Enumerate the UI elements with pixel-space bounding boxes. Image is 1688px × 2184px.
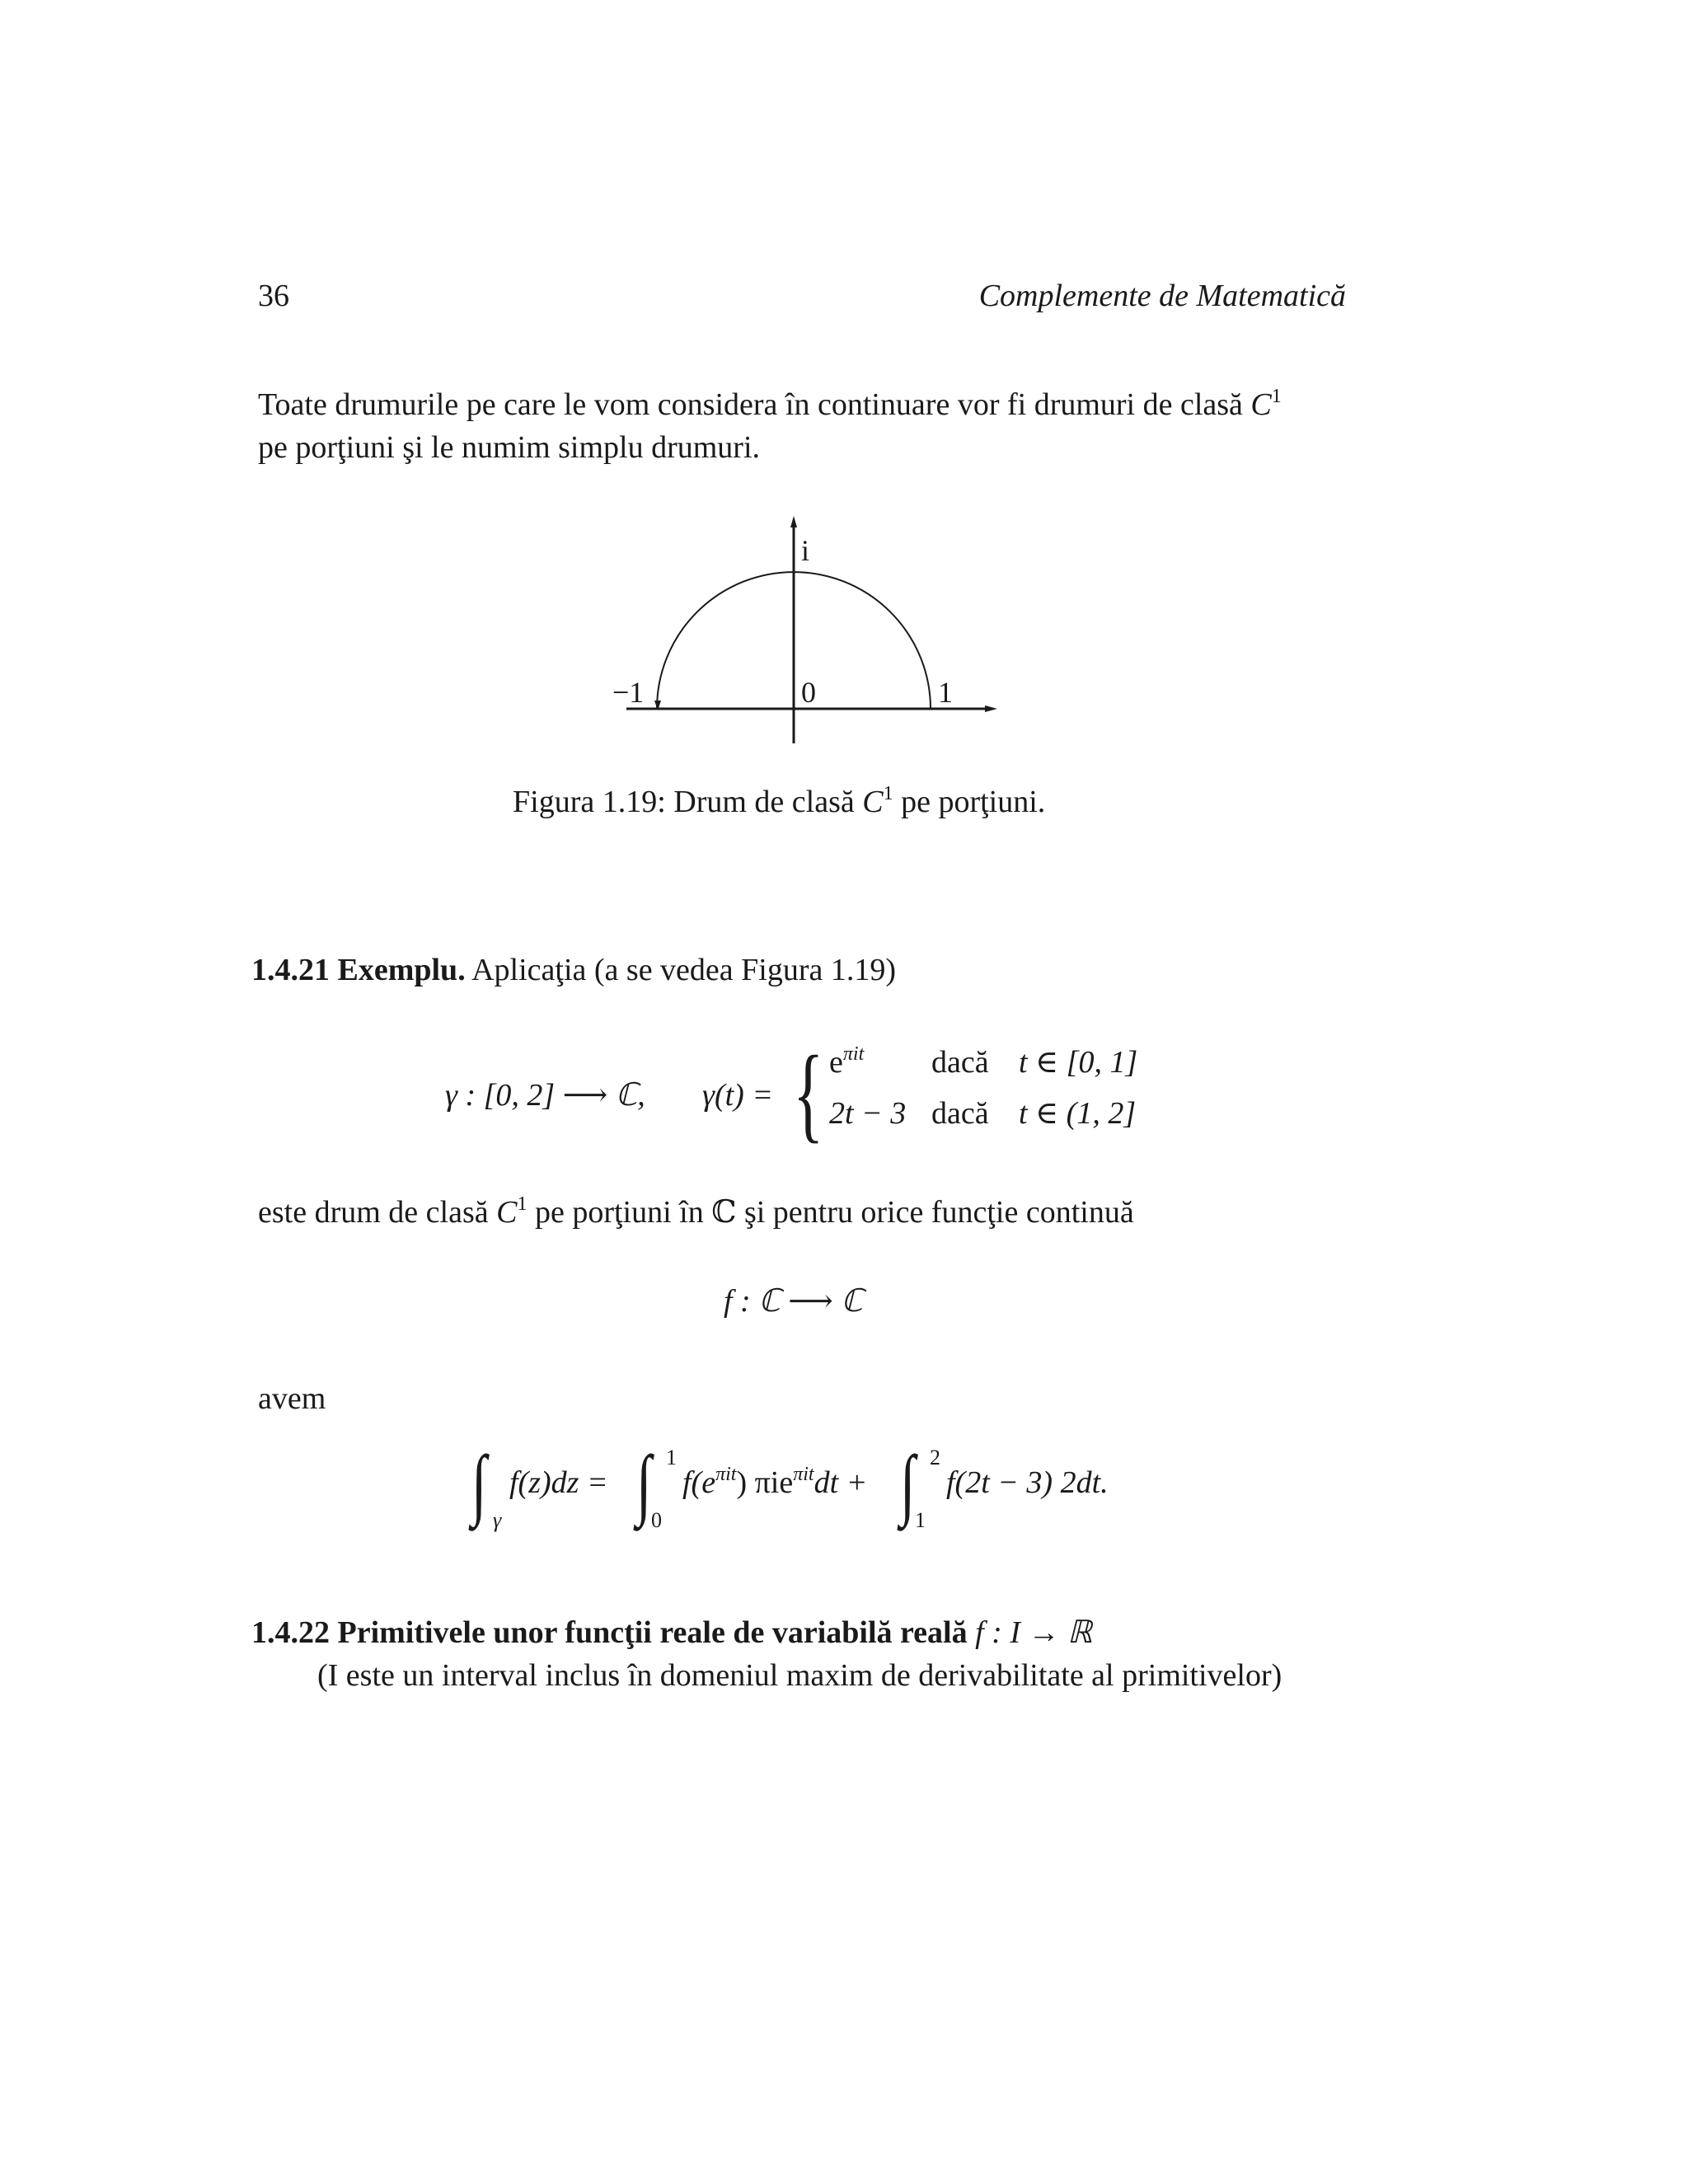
integral-1-lower: 0	[651, 1508, 662, 1532]
intro-line-2: pe porţiuni şi le numim simplu drumuri.	[258, 430, 761, 465]
int1-body-end: dt +	[814, 1465, 868, 1500]
label-origin: 0	[801, 676, 816, 709]
after-prefix: este drum de clasă	[258, 1195, 489, 1230]
caption-class-sup: 1	[883, 783, 893, 804]
example-text-after	[258, 1192, 1134, 1233]
section-map: f : I → ℝ	[975, 1615, 1093, 1650]
intro-class-sup: 1	[1271, 386, 1282, 407]
integral-lhs: f(z)dz =	[509, 1465, 608, 1500]
label-i: i	[801, 534, 810, 567]
caption-class-symbol: C	[862, 785, 884, 819]
caption-prefix: Figura 1.19: Drum de clasă	[513, 785, 855, 819]
intro-class-symbol: C	[1250, 387, 1272, 422]
label-minus-one: −1	[612, 676, 645, 709]
integral-2-lower: 1	[915, 1508, 926, 1532]
integral-sign-2: ∫	[900, 1439, 916, 1527]
section-title: Primitivele unor funcţii reale de variabilă reală	[337, 1615, 968, 1650]
caption-suffix: pe porţiuni.	[901, 785, 1046, 819]
running-title: Complemente de Matematică	[978, 279, 1346, 313]
intro-line-1	[258, 384, 1282, 425]
integral-2-body: f(2t − 3) 2dt.	[946, 1465, 1109, 1500]
gamma-definition: γ : [0, 2] ⟶ ℂ,	[445, 1078, 645, 1113]
case-2-condition: t ∈ (1, 2]	[1019, 1096, 1137, 1131]
cases-brace: {	[793, 1034, 824, 1153]
integral-sign-gamma: ∫	[471, 1439, 487, 1527]
after-suffix: pe porţiuni în ℂ şi pentru orice funcţie continuă	[534, 1195, 1134, 1230]
section-note: (I este un interval inclus în domeniul maxim de derivabilitate al primitivelor)	[317, 1658, 1282, 1693]
case-1-condition: t ∈ [0, 1]	[1019, 1045, 1138, 1080]
example-heading	[251, 949, 896, 991]
example-number: 1.4.21	[251, 953, 330, 987]
integral-1-upper: 1	[666, 1446, 677, 1469]
section-heading	[251, 1612, 1092, 1653]
label-one: 1	[938, 676, 953, 709]
case-1-expr	[829, 1042, 864, 1083]
case-2-word: dacă	[931, 1096, 989, 1131]
figure-semicircle-path	[610, 511, 1006, 758]
function-map: f : ℂ ⟶ ℂ	[724, 1284, 863, 1319]
integral-lower-gamma: γ	[493, 1508, 502, 1532]
integral-1-body	[682, 1462, 867, 1503]
after-class-sup: 1	[517, 1193, 528, 1215]
x-axis-arrow	[985, 705, 997, 712]
case-1-word: dacă	[931, 1045, 989, 1080]
integral-sign-1: ∫	[636, 1439, 652, 1527]
avem-text: avem	[258, 1381, 326, 1416]
integral-2-upper: 2	[930, 1446, 940, 1469]
example-title: Exemplu.	[337, 953, 466, 987]
figure-caption	[513, 781, 1045, 823]
int1-exponent-2: πit	[793, 1464, 814, 1485]
case-1-exponent: πit	[842, 1043, 865, 1065]
y-axis-arrow	[790, 516, 797, 527]
int1-body-start: f(e	[682, 1465, 716, 1500]
page-number: 36	[258, 279, 289, 313]
case-2-expr: 2t − 3	[829, 1096, 907, 1131]
gamma-of-t: γ(t) =	[702, 1078, 773, 1113]
example-lead: Aplicaţia (a se vedea Figura 1.19)	[471, 953, 897, 987]
intro-text: Toate drumurile pe care le vom considera în continuare vor fi drumuri de clasă	[258, 387, 1243, 422]
int1-body-mid: ) πie	[736, 1465, 794, 1500]
after-class-symbol: C	[496, 1195, 518, 1230]
int1-exponent-1: πit	[715, 1464, 737, 1485]
section-number: 1.4.22	[251, 1615, 330, 1650]
case-1-base: e	[829, 1045, 843, 1080]
